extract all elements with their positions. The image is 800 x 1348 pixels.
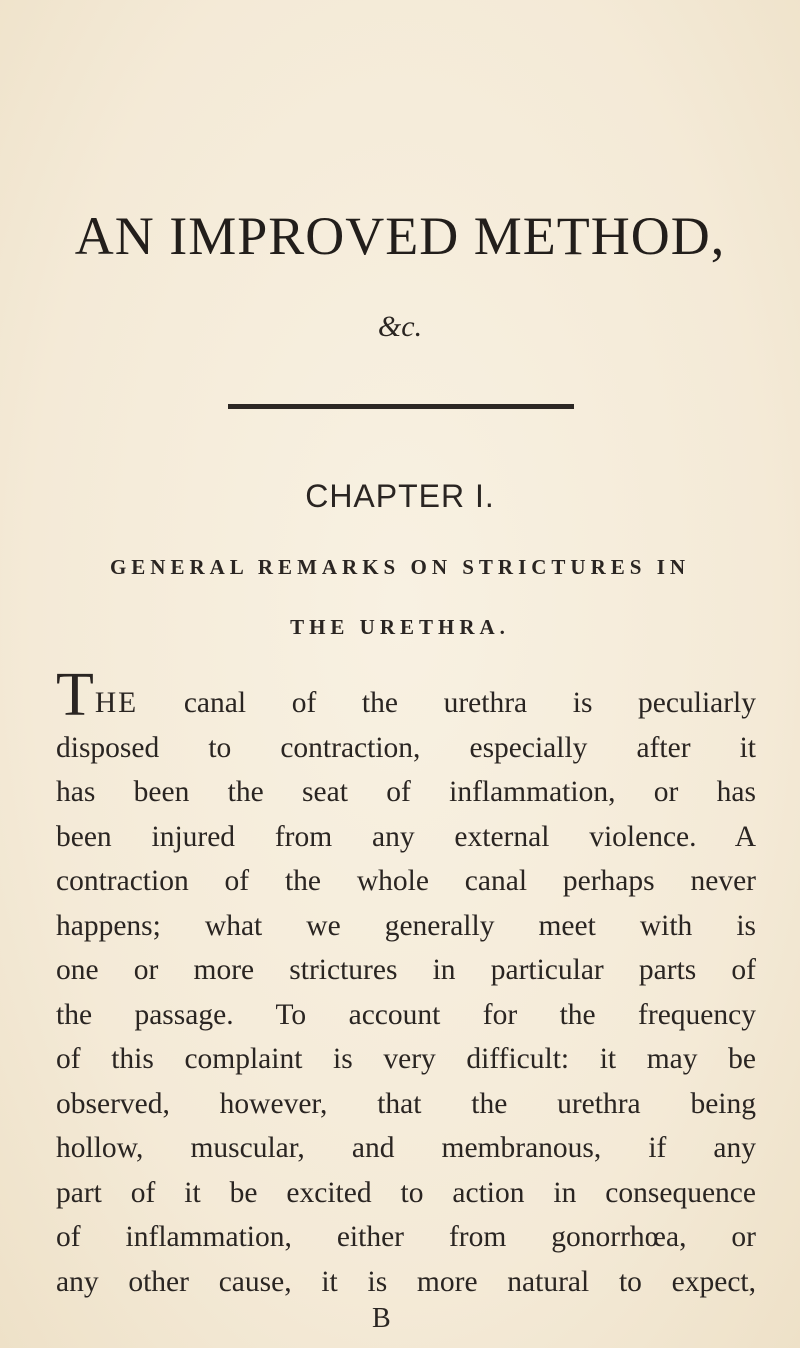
text-line: contraction of the whole canal perhaps never [56,865,756,897]
text-line [56,661,756,729]
body-paragraph [56,661,756,1304]
text-line-content: canal of the urethra is peculiarly [183,687,756,719]
signature-mark: B [372,1303,391,1334]
text-line: of inflammation, either from gonorrhœa, or [56,1221,756,1253]
text-line: hollow, muscular, and membranous, if any [56,1132,756,1164]
horizontal-rule [228,404,574,409]
text-line: been injured from any external violence. A [56,820,756,853]
text-line: happens; what we generally meet with is [56,909,756,942]
drop-cap: T [56,661,94,729]
text-line: part of it be excited to action in consequence [56,1176,756,1209]
text-line: the passage. To account for the frequency [56,998,756,1031]
etc-mark: &c. [377,310,423,343]
chapter-subtitle-line-1: GENERAL REMARKS ON STRICTURES IN [109,555,691,579]
chapter-subtitle-line-2: THE URETHRA. [290,615,510,639]
book-title: AN IMPROVED METHOD, [74,206,726,266]
chapter-heading: CHAPTER I. [305,478,495,514]
text-line: disposed to contraction, especially after it [56,731,756,764]
first-word-rest: HE [94,687,139,719]
text-line: has been the seat of inflammation, or has [56,776,756,808]
text-line: of this complaint is very difficult: it may be [56,1043,756,1075]
text-line: observed, however, that the urethra being [56,1087,756,1120]
text-line: any other cause, it is more natural to expect, [56,1265,756,1298]
text-line: one or more strictures in particular parts of [56,954,756,986]
